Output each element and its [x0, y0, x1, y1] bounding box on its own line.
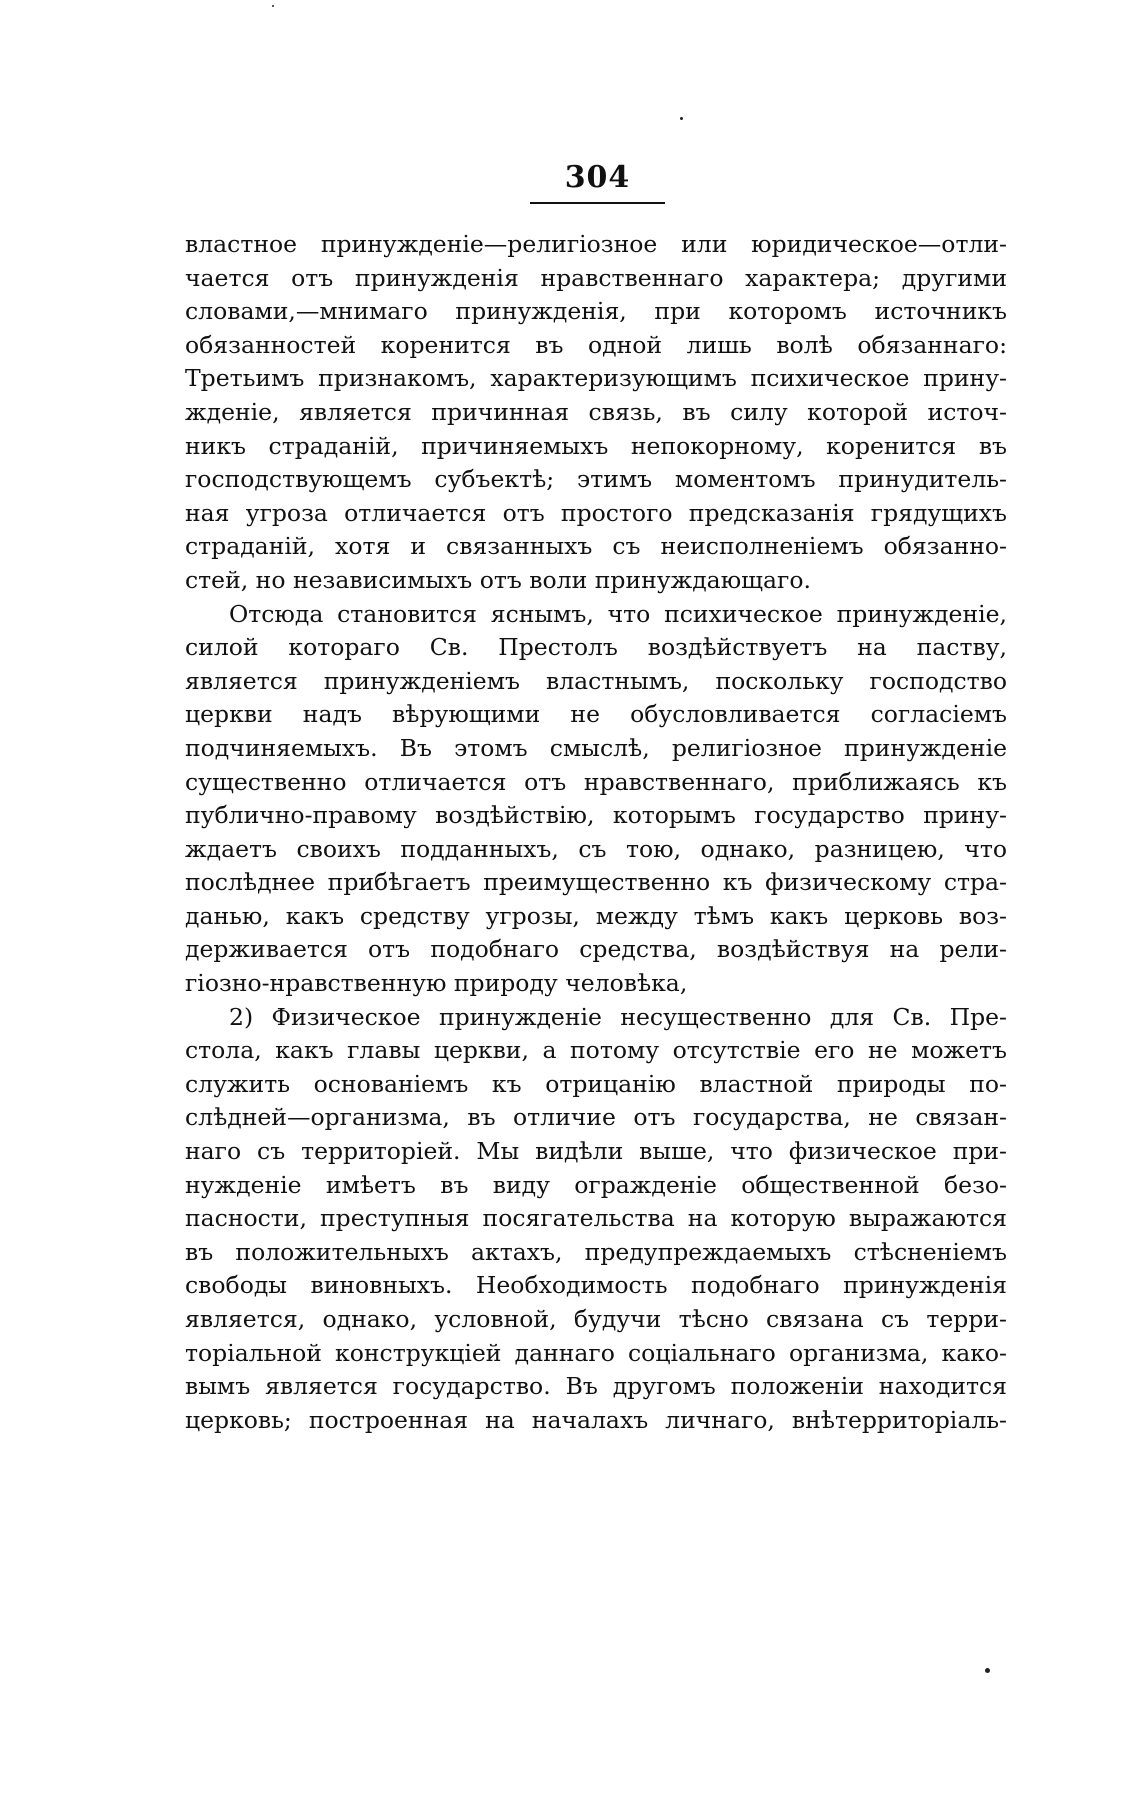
text-line: пасности, преступныя посягательства на которую выражаются	[185, 1204, 1007, 1233]
text-line: существенно отличается отъ нравственнаго, приближаясь къ	[185, 767, 1007, 796]
scan-speck	[272, 5, 274, 7]
text-line: послѣднее прибѣгаетъ преимущественно къ физическому стра-	[185, 868, 1007, 897]
text-line: стей, но независимыхъ отъ воли принуждающаго.	[185, 565, 811, 594]
scan-speck	[680, 117, 683, 120]
text-line: жденіе, является причинная связь, въ силу которой источ-	[185, 397, 1007, 426]
text-line: Отсюда становится яснымъ, что психическое принужденіе,	[229, 599, 1007, 628]
text-line: наго съ территоріей. Мы видѣли выше, что физическое при-	[185, 1137, 1007, 1166]
text-line: является принужденіемъ властнымъ, поскольку господство	[185, 666, 1007, 695]
text-line: обязанностей коренится въ одной лишь волѣ обязаннаго:	[185, 330, 1007, 359]
scan-speck	[985, 1668, 990, 1673]
text-line: данью, какъ средству угрозы, между тѣмъ какъ церковь воз-	[185, 901, 1007, 930]
text-line: словами,—мнимаго принужденія, при которомъ источникъ	[185, 297, 1007, 326]
text-line: стола, какъ главы церкви, а потому отсутствіе его не можетъ	[185, 1036, 1007, 1065]
body-text	[185, 228, 1007, 1437]
text-line: торіальной конструкціей даннаго соціальнаго организма, како-	[185, 1338, 1007, 1367]
text-line: держивается отъ подобнаго средства, воздѣйствуя на рели-	[185, 935, 1007, 964]
text-line: въ положительныхъ актахъ, предупреждаемыхъ стѣсненіемъ	[185, 1237, 1007, 1266]
text-line: служить основаніемъ къ отрицанію властной природы по-	[185, 1069, 1007, 1098]
text-line: является, однако, условной, будучи тѣсно связана съ терри-	[185, 1305, 1007, 1333]
text-line: слѣдней—организма, въ отличие отъ государства, не связан-	[185, 1103, 1007, 1132]
text-line: церкви надъ вѣрующими не обусловливается согласіемъ	[185, 700, 1007, 729]
text-line: 2) Физическое принужденіе несущественно для Св. Пре-	[229, 1002, 1007, 1031]
text-line: чается отъ принужденія нравственнаго характера; другими	[185, 263, 1007, 292]
text-line: нужденіе имѣетъ въ виду огражденіе общественной безо-	[185, 1170, 1007, 1199]
text-line: гіозно-нравственную природу человѣка,	[185, 969, 688, 998]
text-line: господствующемъ субъектѣ; этимъ моментомъ принудитель-	[185, 465, 1007, 494]
text-line: ждаетъ своихъ подданныхъ, съ тою, однако, разницею, что	[185, 834, 1007, 863]
text-line: властное принужденіе—религіозное или юридическое—отли-	[185, 230, 1007, 258]
text-line: Третьимъ признакомъ, характеризующимъ психическое прину-	[185, 364, 1007, 393]
text-line: силой котораго Св. Престолъ воздѣйствуетъ на паству,	[185, 633, 1007, 662]
text-line: церковь; построенная на началахъ личнаго, внѣтерриторіаль-	[185, 1405, 1007, 1434]
text-line: публично-правому воздѣйствію, которымъ государство прину-	[185, 801, 1007, 830]
text-line: страданій, хотя и связанныхъ съ неисполненіемъ обязанно-	[185, 532, 1007, 561]
text-line: ная угроза отличается отъ простого предсказанія грядущихъ	[185, 498, 1007, 527]
text-line: вымъ является государство. Въ другомъ положеніи находится	[185, 1372, 1007, 1401]
text-line: никъ страданій, причиняемыхъ непокорному, коренится въ	[185, 431, 1007, 460]
page-number-rule	[530, 202, 665, 204]
text-line: подчиняемыхъ. Въ этомъ смыслѣ, религіозное принужденіе	[185, 733, 1007, 762]
text-line: свободы виновныхъ. Необходимость подобнаго принужденія	[185, 1271, 1007, 1300]
page-number: 304	[564, 160, 631, 195]
